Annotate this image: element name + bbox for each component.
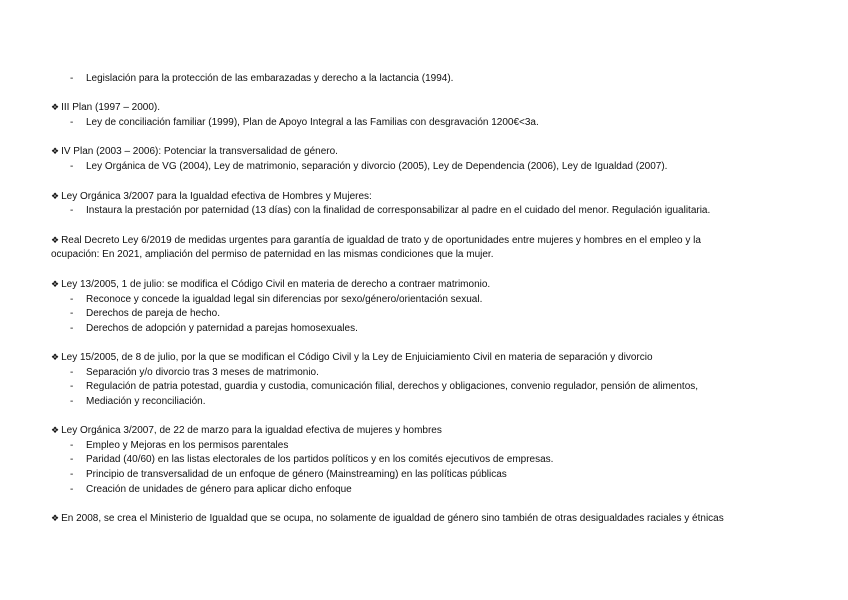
section-heading (51, 512, 724, 525)
dash-marker: - (70, 484, 74, 495)
section-heading (51, 351, 653, 364)
dash-marker: - (70, 440, 74, 451)
list-item: Empleo y Mejoras en los permisos parentales (86, 440, 289, 451)
list-item: Creación de unidades de género para aplicar dicho enfoque (86, 484, 352, 495)
section-heading (51, 101, 160, 114)
dash-marker: - (70, 73, 74, 84)
list-item: Reconoce y concede la igualdad legal sin diferencias por sexo/género/orientación sexual. (86, 294, 483, 305)
section-heading (51, 190, 372, 203)
dash-marker: - (70, 205, 74, 216)
dash-marker: - (70, 396, 74, 407)
section-heading (51, 234, 701, 247)
heading-continuation: ocupación: En 2021, ampliación del permiso de paternidad en las mismas condiciones que la mujer. (51, 249, 494, 260)
heading-text: III Plan (1997 – 2000). (61, 102, 161, 113)
list-item: Paridad (40/60) en las listas electorales de los partidos políticos y en los comités ejecutivos de empresas. (86, 454, 554, 465)
list-item: Ley Orgánica de VG (2004), Ley de matrimonio, separación y divorcio (2005), Ley de Dependencia (2006), Ley de Igualdad (2007). (86, 161, 668, 172)
heading-text: Ley 15/2005, de 8 de julio, por la que se modifican el Código Civil y la Ley de Enjuiciamiento Civil en materia de separación y divorcio (61, 352, 653, 363)
heading-text: IV Plan (2003 – 2006): Potenciar la transversalidad de género. (61, 146, 338, 157)
diamond-bullet-icon: ❖ (51, 102, 60, 112)
list-item: Ley de conciliación familiar (1999), Plan de Apoyo Integral a las Familias con desgravación 1200€<3a. (86, 117, 539, 128)
diamond-bullet-icon: ❖ (51, 279, 60, 289)
list-item: Instaura la prestación por paternidad (13 días) con la finalidad de corresponsabilizar al padre en el cuidado del menor. Regulación igualitaria. (86, 205, 711, 216)
heading-text: En 2008, se crea el Ministerio de Igualdad que se ocupa, no solamente de igualdad de género sino también de otras desigualdades raciales y étnicas (61, 513, 724, 524)
dash-marker: - (70, 367, 74, 378)
diamond-bullet-icon: ❖ (51, 146, 60, 156)
dash-marker: - (70, 323, 74, 334)
list-item: Legislación para la protección de las embarazadas y derecho a la lactancia (1994). (86, 73, 454, 84)
section-heading (51, 145, 338, 158)
dash-marker: - (70, 308, 74, 319)
diamond-bullet-icon: ❖ (51, 352, 60, 362)
list-item: Mediación y reconciliación. (86, 396, 206, 407)
dash-marker: - (70, 161, 74, 172)
diamond-bullet-icon: ❖ (51, 513, 60, 523)
list-item: Regulación de patria potestad, guardia y custodia, comunicación filial, derechos y obligaciones, convenio regulador, pensión de alimentos, (86, 381, 699, 392)
list-item: Principio de transversalidad de un enfoque de género (Mainstreaming) en las políticas públicas (86, 469, 507, 480)
heading-text: Ley Orgánica 3/2007 para la Igualdad efectiva de Hombres y Mujeres: (61, 191, 372, 202)
dash-marker: - (70, 469, 74, 480)
heading-text: Ley 13/2005, 1 de julio: se modifica el Código Civil en materia de derecho a contraer matrimonio. (61, 279, 491, 290)
dash-marker: - (70, 381, 74, 392)
dash-marker: - (70, 294, 74, 305)
diamond-bullet-icon: ❖ (51, 235, 60, 245)
list-item: Derechos de adopción y paternidad a parejas homosexuales. (86, 323, 358, 334)
list-item: Separación y/o divorcio tras 3 meses de matrimonio. (86, 367, 319, 378)
section-heading (51, 424, 442, 437)
heading-text: Ley Orgánica 3/2007, de 22 de marzo para la igualdad efectiva de mujeres y hombres (61, 425, 442, 436)
diamond-bullet-icon: ❖ (51, 425, 60, 435)
diamond-bullet-icon: ❖ (51, 191, 60, 201)
dash-marker: - (70, 117, 74, 128)
list-item: Derechos de pareja de hecho. (86, 308, 220, 319)
dash-marker: - (70, 454, 74, 465)
section-heading (51, 278, 490, 291)
heading-text: Real Decreto Ley 6/2019 de medidas urgentes para garantía de igualdad de trato y de oportunidades entre mujeres y hombres en el empleo y la (61, 235, 701, 246)
